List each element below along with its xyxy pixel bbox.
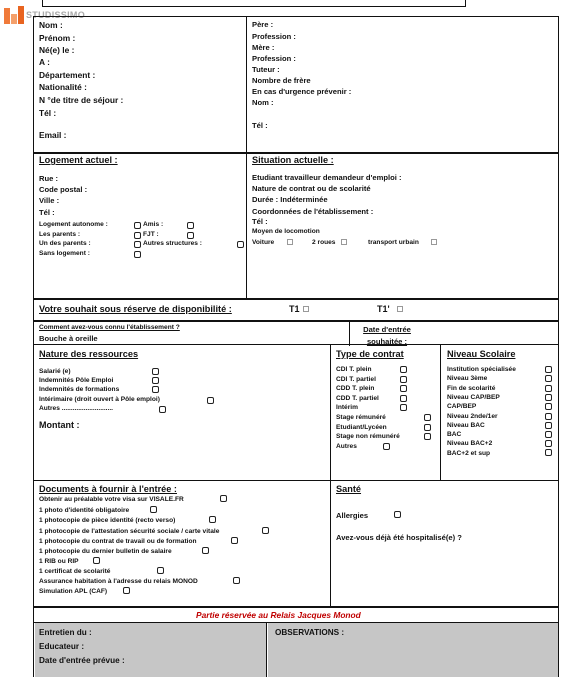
document-item-label: Assurance habitation à l'adresse du relais MONOD: [39, 578, 198, 585]
sante-title: Santé: [336, 484, 362, 494]
logement-field-label: Ville :: [39, 196, 60, 205]
contrat-option-label: CDD T. plein: [336, 385, 375, 393]
niveau-option-checkbox[interactable]: [545, 385, 552, 392]
ressource-option-checkbox[interactable]: [207, 397, 214, 404]
document-item-label: 1 RIB ou RIP: [39, 558, 79, 565]
document-item-checkbox[interactable]: [157, 567, 164, 574]
contrat-option-label: Etudiant/Lycéen: [336, 423, 387, 431]
logement-option-label: Amis :: [143, 221, 164, 228]
logement-option-checkbox[interactable]: [134, 222, 141, 229]
niveau-option-checkbox[interactable]: [545, 413, 552, 420]
niveau-option-checkbox[interactable]: [545, 449, 552, 456]
identity-section: [33, 16, 559, 154]
logement-option-checkbox[interactable]: [134, 232, 141, 239]
ressource-option-checkbox[interactable]: [152, 386, 159, 393]
logement-option-checkbox[interactable]: [134, 251, 141, 258]
contrat-option-label: CDD T. partiel: [336, 394, 379, 402]
sante-section: [330, 480, 559, 608]
connu-question: Comment avez-vous connu l'établissement ?: [39, 324, 180, 331]
niveau-option-checkbox[interactable]: [545, 394, 552, 401]
allergies-label: Allergies: [336, 511, 369, 520]
contrat-option-label: Intérim: [336, 404, 358, 412]
identity-field-label: Prénom :: [39, 33, 76, 43]
identity-field-label: Email :: [39, 130, 67, 140]
logement-option-label: Sans logement :: [39, 250, 90, 257]
ressource-option-label: Intérimaire (droit ouvert à Pôle emploi): [39, 396, 160, 403]
niveau-option-checkbox[interactable]: [545, 366, 552, 373]
niveau-option-label: Niveau 2nde/1er: [447, 412, 498, 420]
logement-field-label: Rue :: [39, 174, 58, 183]
ressource-option-checkbox[interactable]: [152, 368, 159, 375]
logement-field-label: Code postal :: [39, 185, 88, 194]
niveau-title: Niveau Scolaire: [447, 349, 516, 359]
logement-option-checkbox[interactable]: [187, 222, 194, 229]
transport-option-label: Voiture: [252, 239, 275, 246]
reserve-label: Partie réservée au Relais Jacques Monod: [196, 610, 361, 620]
niveau-option-label: BAC: [447, 431, 462, 439]
parent-field-label: Nom :: [252, 98, 274, 107]
document-item-label: 1 photocopie de l'attestation sécurité sociale / carte vitale: [39, 528, 220, 535]
contrat-section: [330, 344, 441, 481]
logement-option-label: Les parents :: [39, 231, 81, 238]
contrat-option-label: Autres: [336, 442, 357, 450]
allergies-checkbox[interactable]: [394, 511, 401, 518]
reserve-field-label: Educateur :: [39, 642, 85, 651]
documents-title: Documents à fournir à l'entrée :: [39, 484, 177, 494]
hospital-question: Avez-vous déjà été hospitalisé(e) ?: [336, 533, 462, 542]
contrat-option-label: Stage rémunéré: [336, 414, 386, 421]
identity-field-label: Né(e) le :: [39, 45, 75, 55]
document-item-checkbox[interactable]: [202, 547, 209, 554]
ressource-option-label: Indemnités Pôle Emploi: [39, 377, 114, 384]
document-item-checkbox[interactable]: [262, 527, 269, 534]
situation-line: Tél :: [252, 217, 268, 226]
parent-field-label: Profession :: [252, 54, 296, 63]
identity-field-label: Département :: [39, 70, 96, 80]
transport-option-label: transport urbain: [368, 239, 419, 246]
reserve-field-label: Date d'entrée prévue :: [39, 656, 125, 665]
t1b-checkbox[interactable]: [397, 306, 403, 312]
document-item-checkbox[interactable]: [93, 557, 100, 564]
document-item-checkbox[interactable]: [150, 506, 157, 513]
identity-field-label: Nationalité :: [39, 82, 87, 92]
parent-field-label: Tuteur :: [252, 65, 280, 74]
logement-field-label: Tél :: [39, 208, 55, 217]
niveau-option-label: Niveau BAC+2: [447, 440, 493, 448]
document-item-checkbox[interactable]: [231, 537, 238, 544]
document-item-checkbox[interactable]: [209, 516, 216, 523]
niveau-option-label: Niveau 3ème: [447, 375, 488, 383]
ressources-title: Nature des ressources: [39, 349, 139, 359]
document-item-checkbox[interactable]: [220, 495, 227, 502]
date-entree-label: Date d'entrée souhaitée :: [363, 325, 411, 346]
logement-option-label: Autres structures :: [143, 240, 202, 247]
logement-option-label: Un des parents :: [39, 240, 91, 247]
identity-field-label: A :: [39, 57, 50, 67]
transport-option-label: 2 roues: [312, 239, 336, 246]
document-item-label: Simulation APL (CAF): [39, 588, 108, 595]
situation-line: Etudiant travailleur demandeur d'emploi :: [252, 173, 402, 182]
document-item-label: 1 photocopie de pièce identité (recto verso): [39, 517, 176, 524]
identity-field-label: Nom :: [39, 20, 63, 30]
connu-answer: Bouche à oreille: [39, 334, 98, 343]
niveau-option-label: Institution spécialisée: [447, 366, 516, 373]
contrat-option-checkbox[interactable]: [424, 414, 431, 421]
observations-label: OBSERVATIONS :: [275, 628, 345, 637]
situation-line: Coordonnées de l'établissement :: [252, 207, 374, 216]
logement-option-checkbox[interactable]: [237, 241, 244, 248]
document-item-label: Obtenir au préalable votre visa sur VISALE.FR: [39, 496, 184, 503]
niveau-option-checkbox[interactable]: [545, 431, 552, 438]
t1b-label: T1': [377, 304, 390, 314]
niveau-option-label: Niveau BAC: [447, 421, 485, 429]
document-item-label: 1 photo d'identité obligatoire: [39, 507, 130, 514]
contrat-option-checkbox[interactable]: [383, 443, 390, 450]
contrat-option-checkbox[interactable]: [424, 433, 431, 440]
logement-option-label: FJT :: [143, 231, 159, 238]
contrat-option-label: CDI T. partiel: [336, 375, 376, 383]
form-title: [74, 0, 442, 1]
t1-checkbox[interactable]: [303, 306, 309, 312]
parent-field-label: En cas d'urgence prévenir :: [252, 87, 352, 96]
identity-field-label: N °de titre de séjour :: [39, 95, 124, 105]
niveau-option-checkbox[interactable]: [545, 422, 552, 429]
situation-line: Nature de contrat ou de scolarité: [252, 184, 371, 193]
studissimo-logo: STUDISSIMO: [4, 6, 64, 28]
reserve-field-label: Entretien du :: [39, 628, 92, 637]
transport-option-checkbox[interactable]: [341, 239, 347, 245]
niveau-option-checkbox[interactable]: [545, 403, 552, 410]
niveau-option-label: BAC+2 et sup: [447, 449, 491, 457]
contrat-option-checkbox[interactable]: [400, 385, 407, 392]
niveau-option-checkbox[interactable]: [545, 375, 552, 382]
parent-field-label: Nombre de frère: [252, 76, 311, 85]
document-item-checkbox[interactable]: [233, 577, 240, 584]
parent-field-label: Profession :: [252, 32, 296, 41]
form-title-bar: [0, 0, 583, 9]
document-item-checkbox[interactable]: [123, 587, 130, 594]
parent-field-label: Tél :: [252, 121, 268, 130]
transport-option-checkbox[interactable]: [431, 239, 437, 245]
logement-option-checkbox[interactable]: [134, 241, 141, 248]
parent-field-label: Mère :: [252, 43, 275, 52]
logement-option-label: Logement autonome :: [39, 221, 108, 228]
contrat-option-checkbox[interactable]: [400, 395, 407, 402]
ressource-option-checkbox[interactable]: [159, 406, 166, 413]
situation-line: Moyen de locomotion: [252, 228, 320, 235]
t1-label: T1: [289, 304, 300, 314]
document-item-label: 1 certificat de scolarité: [39, 568, 111, 575]
niveau-option-label: Fin de scolarité: [447, 384, 496, 392]
montant-label: Montant :: [39, 420, 80, 430]
document-item-label: 1 photocopie du contrat de travail ou de formation: [39, 538, 197, 545]
situation-line: Durée : Indéterminée: [252, 195, 328, 204]
niveau-option-label: CAP/BEP: [447, 403, 477, 411]
contrat-option-checkbox[interactable]: [424, 424, 431, 431]
identity-field-label: Tél :: [39, 108, 57, 118]
contrat-option-checkbox[interactable]: [400, 404, 407, 411]
transport-option-checkbox[interactable]: [287, 239, 293, 245]
parent-field-label: Père :: [252, 20, 274, 29]
contrat-title: Type de contrat: [336, 349, 404, 359]
situation-title: Situation actuelle :: [252, 155, 334, 165]
contrat-option-checkbox[interactable]: [400, 366, 407, 373]
document-item-label: 1 photocopie du dernier bulletin de salaire: [39, 548, 172, 555]
niveau-option-checkbox[interactable]: [545, 440, 552, 447]
ressource-option-label: Salarié (e): [39, 368, 71, 375]
contrat-option-checkbox[interactable]: [400, 376, 407, 383]
ressource-option-label: Autres ............................: [39, 405, 114, 412]
ressource-option-checkbox[interactable]: [152, 377, 159, 384]
niveau-option-label: Niveau CAP/BEP: [447, 393, 500, 401]
contrat-option-label: CDI T. plein: [336, 366, 372, 373]
logement-title: Logement actuel :: [39, 155, 118, 165]
souhait-label: Votre souhait sous réserve de disponibilité :: [39, 304, 232, 314]
logement-option-checkbox[interactable]: [187, 232, 194, 239]
ressource-option-label: Indemnités de formations: [39, 386, 120, 393]
contrat-option-label: Stage non rémunéré: [336, 433, 400, 441]
